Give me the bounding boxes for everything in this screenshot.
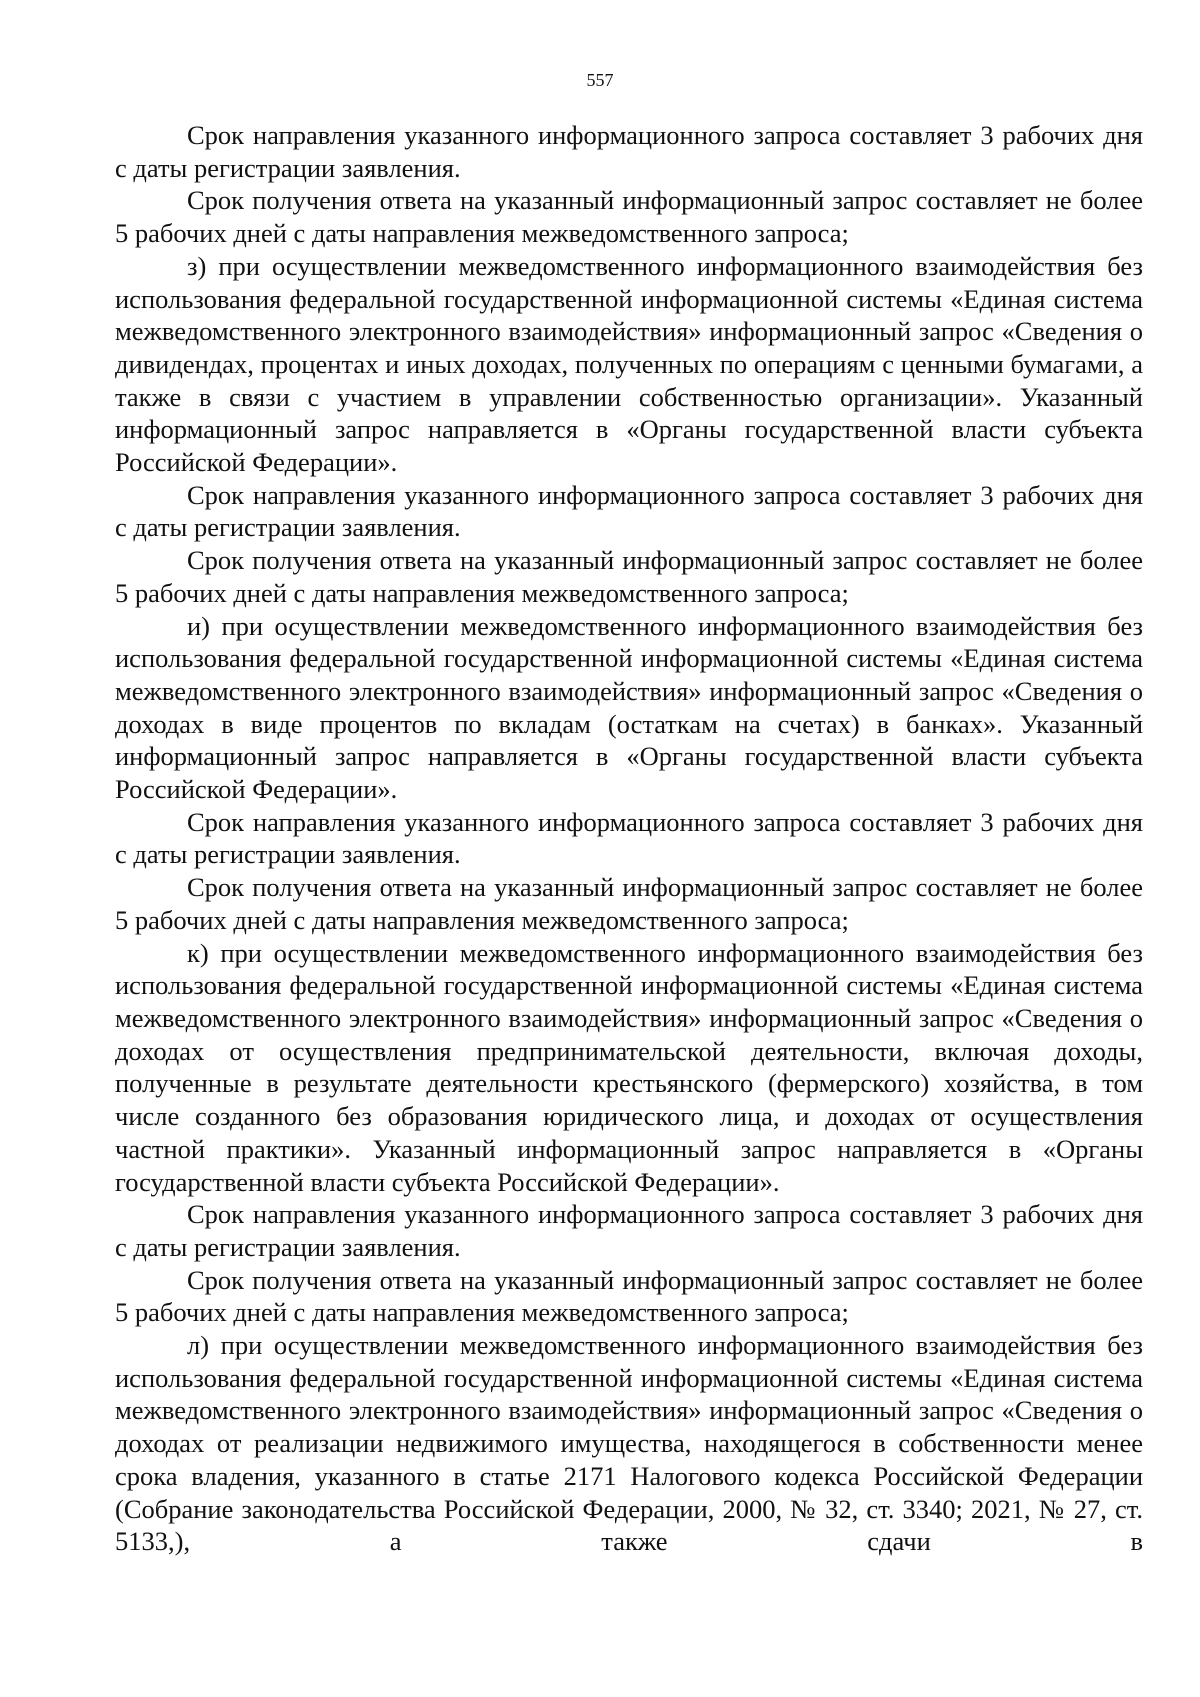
paragraph: Срок направления указанного информационного запроса составляет 3 рабочих дня с даты регистрации заявления. — [115, 1199, 1143, 1262]
document-body — [115, 119, 1143, 1558]
page-number: 557 — [586, 70, 614, 90]
paragraph: Срок направления указанного информационного запроса составляет 3 рабочих дня с даты регистрации заявления. — [115, 120, 1143, 183]
paragraph: з) при осуществлении межведомственного информационного взаимодействия без использования федеральной государственной информационной системы «Единая система межведомственного электронного взаимодействия» информационный запрос «Сведения о дивидендах, процентах и иных доходах, полученных по операциям с ценными бумагами, а также в связи с участием в управлении собственностью организации». Указанный информационный запрос направляется в «Органы государственной власти субъекта Российской Федерации». — [115, 250, 1143, 478]
paragraph: Срок получения ответа на указанный информационный запрос составляет не более 5 рабочих дней с даты направления межведомственного запроса; — [115, 872, 1143, 935]
paragraph: Срок направления указанного информационного запроса составляет 3 рабочих дня с даты регистрации заявления. — [115, 806, 1143, 870]
paragraph: л) при осуществлении межведомственного информационного взаимодействия без использования федеральной государственной информационной системы «Единая система межведомственного электронного взаимодействия» информационный запрос «Сведения о доходах от реализации недвижимого имущества, находящегося в собственности менее срока владения, указанного в статье 2171 Налогового кодекса Российской Федерации (Собрание законодательства Российской Федерации, 2000, № 32, ст. 3340; 2021, № 27, ст. 5133,), а также сдачи в — [115, 1330, 1143, 1557]
paragraph: к) при осуществлении межведомственного информационного взаимодействия без использования федеральной государственной информационной системы «Единая система межведомственного электронного взаимодействия» информационный запрос «Сведения о доходах от осуществления предпринимательской деятельности, включая доходы, полученные в результате деятельности крестьянского (фермерского) хозяйства, в том числе созданного без образования юридического лица, и доходах от осуществления частной практики». Указанный информационный запрос направляется в «Органы государственной власти субъекта Российской Федерации». — [115, 937, 1143, 1197]
paragraph: Срок получения ответа на указанный информационный запрос составляет не более 5 рабочих дней с даты направления межведомственного запроса; — [115, 185, 1143, 249]
paragraph: и) при осуществлении межведомственного информационного взаимодействия без использования федеральной государственной информационной системы «Единая система межведомственного электронного взаимодействия» информационный запрос «Сведения о доходах в виде процентов по вкладам (остаткам на счетах) в банках». Указанный информационный запрос направляется в «Органы государственной власти субъекта Российской Федерации». — [115, 610, 1143, 805]
paragraph: Срок направления указанного информационного запроса составляет 3 рабочих дня с даты регистрации заявления. — [115, 479, 1143, 543]
paragraph: Срок получения ответа на указанный информационный запрос составляет не более 5 рабочих дней с даты направления межведомственного запроса; — [115, 1264, 1143, 1328]
paragraph: Срок получения ответа на указанный информационный запрос составляет не более 5 рабочих дней с даты направления межведомственного запроса; — [115, 545, 1143, 608]
